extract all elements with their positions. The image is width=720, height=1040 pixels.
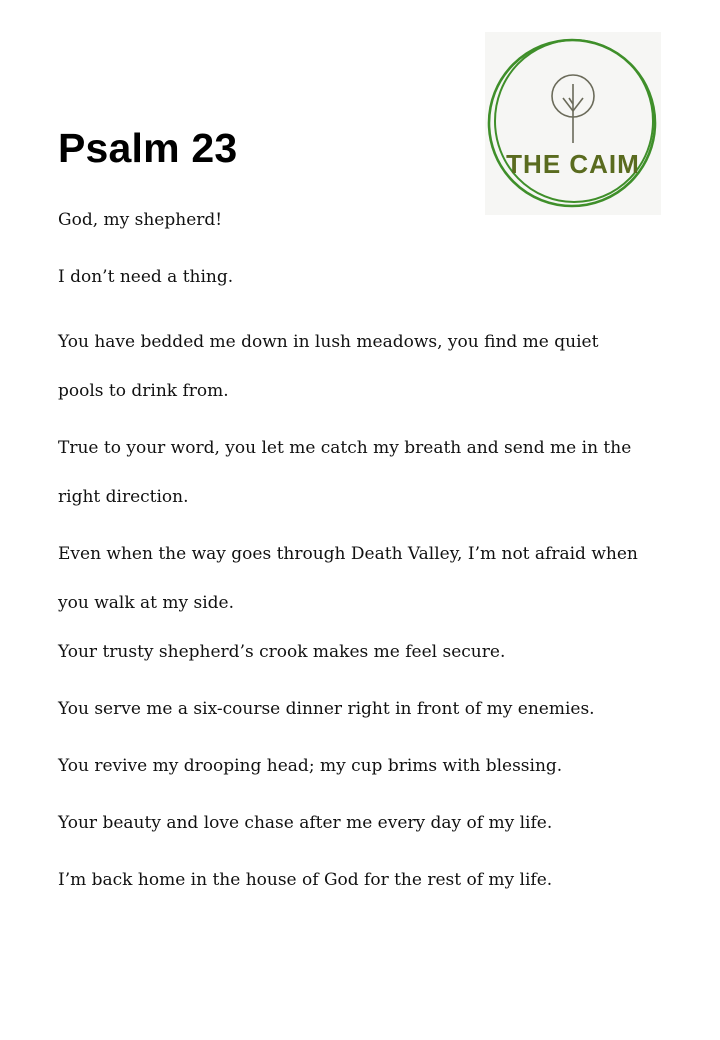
verse-line: You revive my drooping head; my cup brims with blessing.	[58, 756, 563, 776]
logo-text: THE CAIM	[506, 149, 640, 179]
verse-paragraph	[58, 260, 678, 294]
verse-paragraph	[58, 692, 678, 726]
verse-paragraph	[58, 423, 678, 514]
verse-line: Your trusty shepherd’s crook makes me feel secure.	[58, 642, 506, 662]
verse-line: You have bedded me down in lush meadows, you find me quiet	[58, 332, 599, 352]
verse-paragraph	[58, 317, 678, 408]
verse-line: right direction.	[58, 487, 189, 507]
tree-icon	[552, 75, 594, 143]
verse-paragraph	[58, 635, 678, 669]
verse-paragraph	[58, 749, 678, 783]
verse-paragraph	[58, 203, 678, 237]
verse-line: I don’t need a thing.	[58, 267, 234, 287]
verse-line: pools to drink from.	[58, 381, 229, 401]
verse-line: God, my shepherd!	[58, 210, 223, 230]
page-title: Psalm 23	[58, 125, 238, 171]
verse-paragraph	[58, 863, 678, 897]
verse-paragraph	[58, 806, 678, 840]
verse-line: I’m back home in the house of God for the rest of my life.	[58, 870, 553, 890]
verse-paragraph	[58, 529, 678, 620]
verse-line: You serve me a six-course dinner right in front of my enemies.	[58, 699, 595, 719]
verse-line: you walk at my side.	[58, 593, 235, 613]
psalm-verses	[58, 203, 678, 920]
verse-line: True to your word, you let me catch my breath and send me in the	[58, 438, 632, 458]
verse-line: Even when the way goes through Death Valley, I’m not afraid when	[58, 544, 638, 564]
verse-line: Your beauty and love chase after me every day of my life.	[58, 813, 553, 833]
caim-logo	[485, 32, 661, 215]
